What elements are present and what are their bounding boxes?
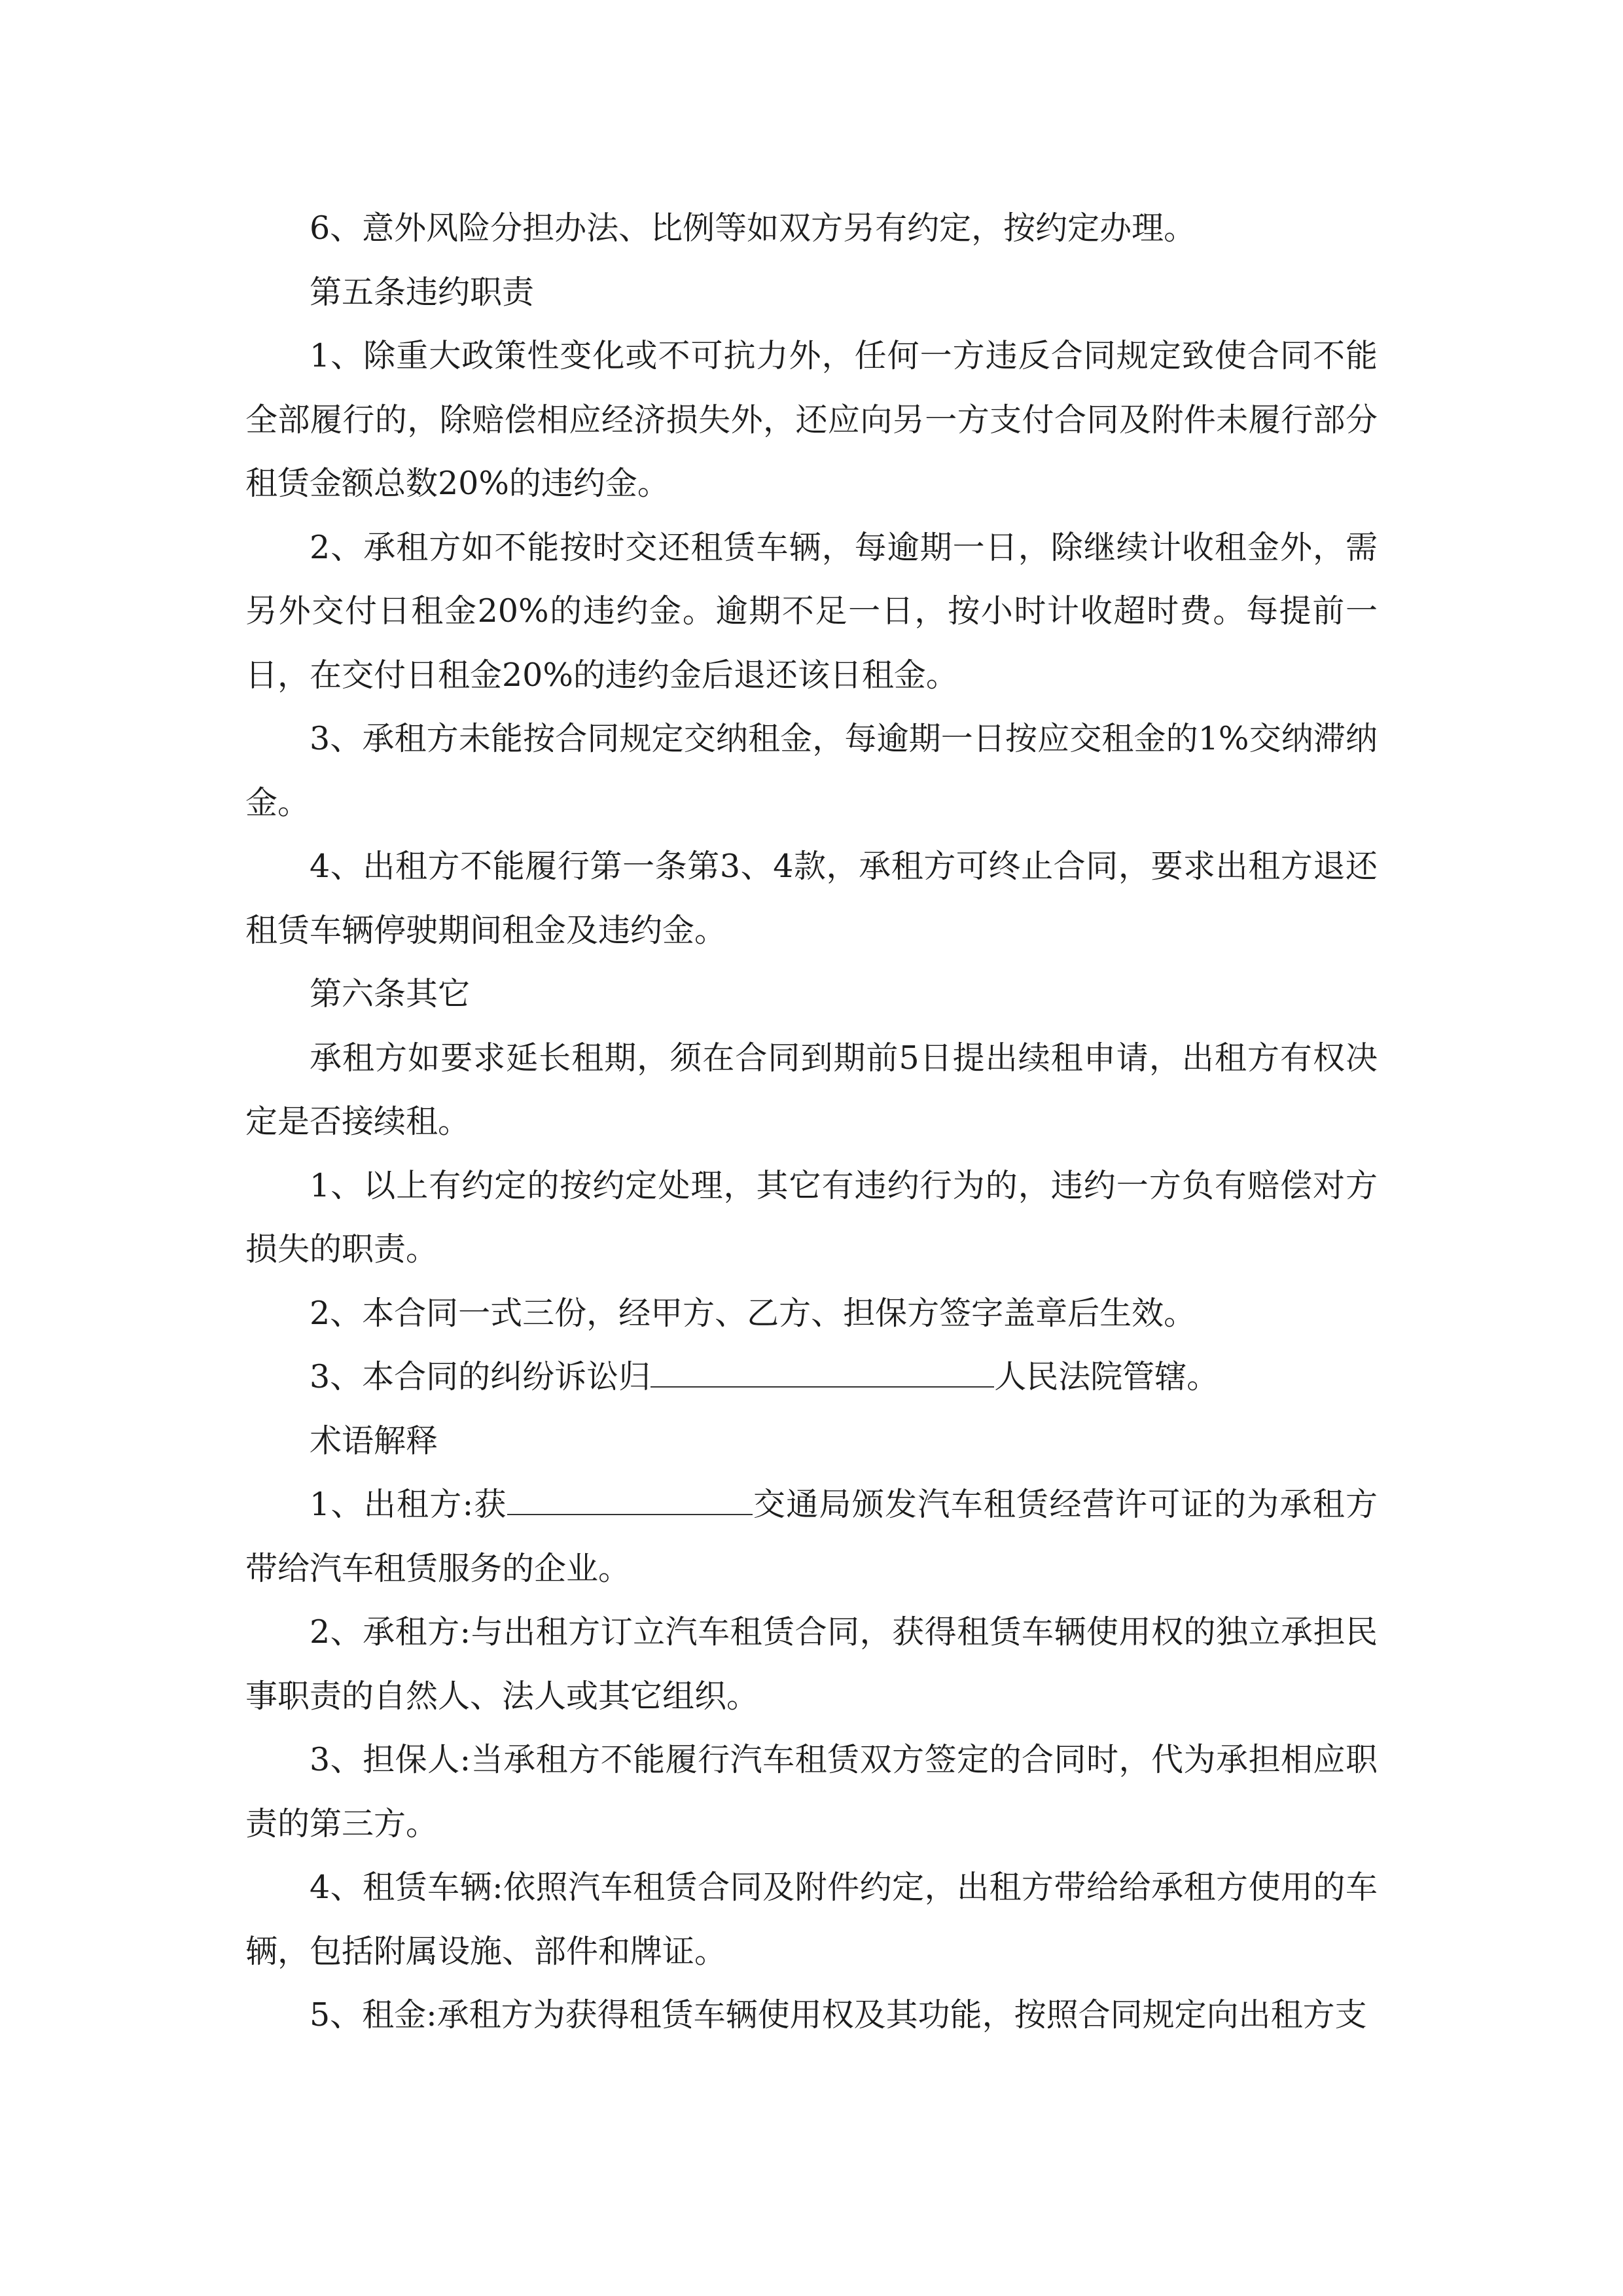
clause-breach-general: 1、除重大政策性变化或不可抗力外，任何一方违反合同规定致使合同不能全部履行的，除赔偿相应经济损失外，还应向另一方支付合同及附件未履行部分租赁金额总数20%的违约金。 <box>245 337 1378 502</box>
court-name-blank[interactable] <box>651 1350 994 1388</box>
clause-lease-extension: 承租方如要求延长租期，须在合同到期前5日提出续租申请，出租方有权决定是否接续租。 <box>245 1039 1378 1140</box>
term-lessor <box>245 1473 1378 1600</box>
term-leased-vehicle: 4、租赁车辆:依照汽车租赁合同及附件约定，出租方带给给承租方使用的车辆，包括附属设施、部件和牌证。 <box>245 1869 1378 1970</box>
article-6-heading: 第六条其它 <box>310 975 471 1013</box>
term-lessee: 2、承租方:与出租方订立汽车租赁合同，获得租赁车辆使用权的独立承担民事职责的自然人、法人或其它组织。 <box>245 1613 1378 1715</box>
article-5-heading: 第五条违约职责 <box>310 273 535 311</box>
clause-lessor-breach: 4、出租方不能履行第一条第3、4款，承租方可终止合同，要求出租方退还租赁车辆停驶期间租金及违约金。 <box>245 848 1378 949</box>
clause-jurisdiction <box>245 1345 1378 1409</box>
jurisdiction-text-before: 3、本合同的纠纷诉讼归 <box>310 1358 651 1395</box>
lessor-text-after: 交通局颁发汽车租赁经营许可证的为承租方带给汽车租赁服务的企业。 <box>245 1486 1378 1587</box>
clause-copies: 2、本合同一式三份，经甲方、乙方、担保方签字盖章后生效。 <box>310 1294 1196 1332</box>
clause-late-rent: 3、承租方未能按合同规定交纳租金，每逾期一日按应交租金的1%交纳滞纳金。 <box>245 720 1378 821</box>
bureau-name-blank[interactable] <box>507 1477 753 1515</box>
terms-heading: 术语解释 <box>310 1422 438 1460</box>
lessor-text-before: 1、出租方:获 <box>310 1486 507 1523</box>
jurisdiction-text-after: 人民法院管辖。 <box>994 1358 1219 1395</box>
term-guarantor: 3、担保人:当承租方不能履行汽车租赁双方签定的合同时，代为承担相应职责的第三方。 <box>245 1741 1378 1842</box>
clause-risk-sharing: 6、意外风险分担办法、比例等如双方另有约定，按约定办理。 <box>310 209 1196 247</box>
document-page <box>245 196 1378 2047</box>
clause-other-breach: 1、以上有约定的按约定处理，其它有违约行为的，违约一方负有赔偿对方损失的职责。 <box>245 1166 1378 1268</box>
term-rent: 5、租金:承租方为获得租赁车辆使用权及其功能，按照合同规定向出租方支 <box>310 1996 1367 2034</box>
clause-late-return: 2、承租方如不能按时交还租赁车辆，每逾期一日，除继续计收租金外，需另外交付日租金20%的违约金。逾期不足一日，按小时计收超时费。每提前一日，在交付日租金20%的违约金后退还该日租金。 <box>245 528 1378 694</box>
